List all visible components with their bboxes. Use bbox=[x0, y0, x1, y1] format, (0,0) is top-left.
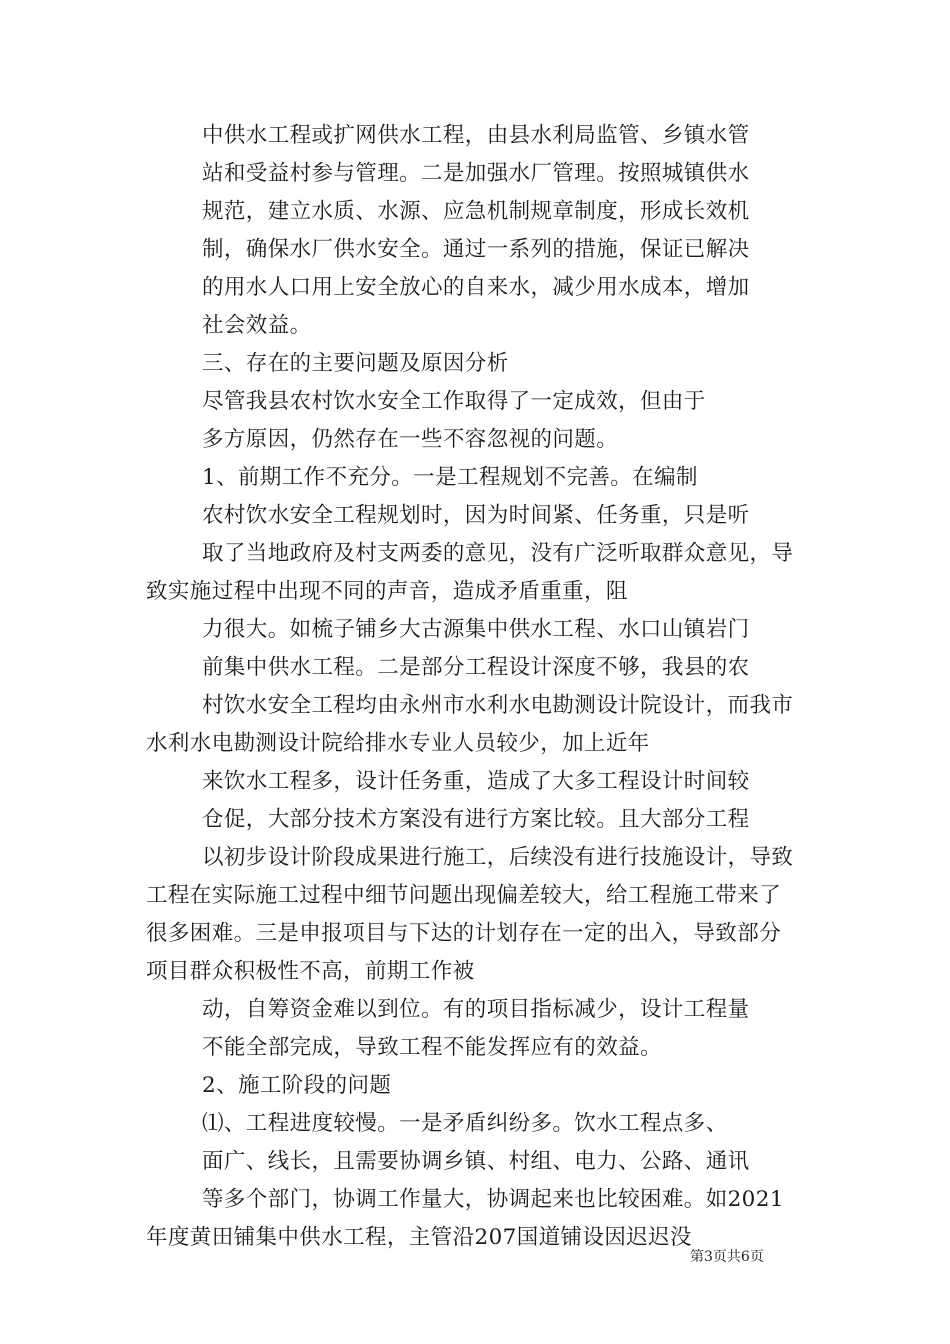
section-heading: 2、施工阶段的问题 bbox=[202, 1073, 392, 1098]
text-line: 来饮水工程多，设计任务重，造成了大多工程设计时间较 bbox=[202, 769, 750, 794]
text-line: 水利水电勘测设计院给排水专业人员较少，加上近年 bbox=[146, 731, 650, 756]
page-number: 第3页共6页 bbox=[690, 1249, 764, 1265]
text-line: 取了当地政府及村支两委的意见，没有广泛听取群众意见，导 bbox=[202, 541, 794, 566]
text-line: 以初步设计阶段成果进行施工，后续没有进行技施设计，导致 bbox=[202, 845, 794, 870]
section-heading: 三、存在的主要问题及原因分析 bbox=[202, 351, 509, 376]
text-line: 前集中供水工程。二是部分工程设计深度不够，我县的农 bbox=[202, 655, 750, 680]
text-line: 规范，建立水质、水源、应急机制规章制度，形成长效机 bbox=[202, 199, 750, 224]
text-line: 农村饮水安全工程规划时，因为时间紧、任务重，只是听 bbox=[202, 503, 750, 528]
text-line: 力很大。如梳子铺乡大古源集中供水工程、水口山镇岩门 bbox=[202, 617, 750, 642]
text-line: ⑴、工程进度较慢。一是矛盾纠纷多。饮水工程点多、 bbox=[202, 1111, 728, 1136]
text-line: 不能全部完成，导致工程不能发挥应有的效益。 bbox=[202, 1035, 662, 1060]
text-line: 中供水工程或扩网供水工程，由县水利局监管、乡镇水管 bbox=[202, 123, 750, 148]
text-line: 动，自筹资金难以到位。有的项目指标减少，设计工程量 bbox=[202, 997, 750, 1022]
text-line: 致实施过程中出现不同的声音，造成矛盾重重，阻 bbox=[146, 579, 628, 604]
text-line: 的用水人口用上安全放心的自来水，减少用水成本，增加 bbox=[202, 275, 750, 300]
text-line: 社会效益。 bbox=[202, 313, 312, 338]
text-line: 1、前期工作不充分。一是工程规划不完善。在编制 bbox=[202, 465, 698, 490]
text-line: 年度黄田铺集中供水工程，主管沿207国道铺设因迟迟没 bbox=[146, 1225, 692, 1250]
text-line: 站和受益村参与管理。二是加强水厂管理。按照城镇供水 bbox=[202, 161, 750, 186]
text-line: 很多困难。三是申报项目与下达的计划存在一定的出入，导致部分 bbox=[146, 921, 782, 946]
text-line: 制，确保水厂供水安全。通过一系列的措施，保证已解决 bbox=[202, 237, 750, 262]
text-line: 工程在实际施工过程中细节问题出现偏差较大，给工程施工带来了 bbox=[146, 883, 782, 908]
text-line: 尽管我县农村饮水安全工作取得了一定成效，但由于 bbox=[202, 389, 706, 414]
text-line: 仓促，大部分技术方案没有进行方案比较。且大部分工程 bbox=[202, 807, 750, 832]
text-line: 多方原因，仍然存在一些不容忽视的问题。 bbox=[202, 427, 619, 452]
text-line: 村饮水安全工程均由永州市水利水电勘测设计院设计，而我市 bbox=[202, 693, 794, 718]
text-line: 项目群众积极性不高，前期工作被 bbox=[146, 959, 475, 984]
text-line: 等多个部门，协调工作量大，协调起来也比较困难。如2021 bbox=[202, 1187, 784, 1212]
text-line: 面广、线长，且需要协调乡镇、村组、电力、公路、通讯 bbox=[202, 1149, 750, 1174]
